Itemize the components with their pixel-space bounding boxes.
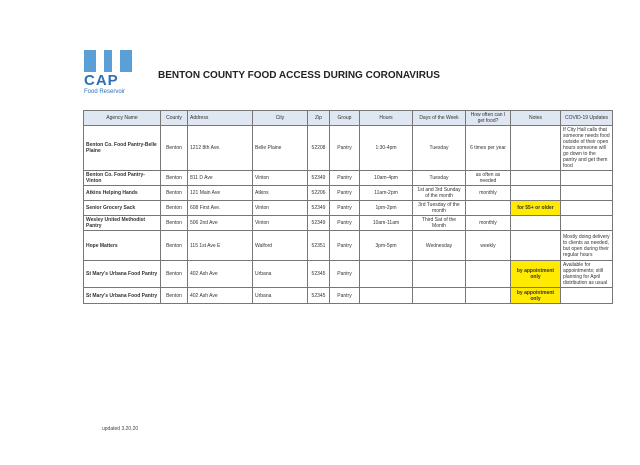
cell-county: Benton — [161, 186, 188, 201]
table-row — [84, 186, 613, 201]
cell-days — [413, 261, 466, 288]
cell-zip: 52345 — [308, 288, 330, 304]
cell-days — [413, 288, 466, 304]
cell-days: Third Sat of the Month — [413, 216, 466, 231]
cell-hours: 3pm-5pm — [360, 231, 413, 261]
cell-group: Pantry — [330, 186, 360, 201]
table-row — [84, 261, 613, 288]
cell-group: Pantry — [330, 126, 360, 171]
cell-city: Vinton — [253, 171, 308, 186]
table-row — [84, 288, 613, 304]
table-row — [84, 171, 613, 186]
header-zip: Zip — [308, 111, 330, 126]
cell-covid-update — [561, 216, 613, 231]
food-access-table — [83, 110, 613, 304]
cell-zip: 52351 — [308, 231, 330, 261]
cell-notes — [511, 231, 561, 261]
cell-group: Pantry — [330, 288, 360, 304]
cell-days: 3rd Tuesday of the month — [413, 201, 466, 216]
cell-zip: 52349 — [308, 201, 330, 216]
cell-frequency: 6 times per year — [466, 126, 511, 171]
cell-agency: Atkins Helping Hands — [84, 186, 161, 201]
cell-covid-update — [561, 186, 613, 201]
cell-hours: 11am-2pm — [360, 186, 413, 201]
cell-agency: Hope Matters — [84, 231, 161, 261]
table-row — [84, 216, 613, 231]
cell-zip: 52208 — [308, 126, 330, 171]
table-row — [84, 126, 613, 171]
header-group: Group — [330, 111, 360, 126]
cell-covid-update: Mostly doing delivery to clients as needed, but open during their regular hours — [561, 231, 613, 261]
cell-address: 608 First Ave. — [188, 201, 253, 216]
cell-group: Pantry — [330, 171, 360, 186]
cell-agency: Senior Grocery Sack — [84, 201, 161, 216]
cell-agency: Wesley United Methodist Pantry — [84, 216, 161, 231]
cell-covid-update — [561, 171, 613, 186]
cell-zip: 52345 — [308, 261, 330, 288]
header-county: County — [161, 111, 188, 126]
cell-frequency — [466, 288, 511, 304]
cell-county: Benton — [161, 171, 188, 186]
cell-hours — [360, 288, 413, 304]
cell-address: 121 Main Ave — [188, 186, 253, 201]
cell-frequency: monthly — [466, 186, 511, 201]
cell-covid-update — [561, 288, 613, 304]
cell-county: Benton — [161, 261, 188, 288]
cell-county: Benton — [161, 231, 188, 261]
cell-agency: St Mary's Urbana Food Pantry — [84, 261, 161, 288]
cell-city: Walford — [253, 231, 308, 261]
cell-notes — [511, 171, 561, 186]
header-address: Address — [188, 111, 253, 126]
cell-covid-update — [561, 201, 613, 216]
hacap-logo — [84, 50, 132, 96]
header-days: Days of the Week — [413, 111, 466, 126]
cell-hours: 10am-4pm — [360, 171, 413, 186]
cell-city: Urbana — [253, 261, 308, 288]
cell-days: 1st and 3rd Sunday of the month — [413, 186, 466, 201]
cell-zip: 52206 — [308, 186, 330, 201]
cell-address: 506 2nd Ave — [188, 216, 253, 231]
cell-hours: 1pm-2pm — [360, 201, 413, 216]
cell-city: Urbana — [253, 288, 308, 304]
header-notes: Notes — [511, 111, 561, 126]
cell-hours: 1:30-4pm — [360, 126, 413, 171]
cell-county: Benton — [161, 126, 188, 171]
cell-notes — [511, 126, 561, 171]
cell-county: Benton — [161, 201, 188, 216]
cell-notes: by appointment only — [511, 261, 561, 288]
cell-group: Pantry — [330, 261, 360, 288]
cell-county: Benton — [161, 216, 188, 231]
cell-city: Vinton — [253, 201, 308, 216]
cell-days: Wednesday — [413, 231, 466, 261]
header-agency-name: Agency Name — [84, 111, 161, 126]
table-row — [84, 231, 613, 261]
cell-frequency: weekly — [466, 231, 511, 261]
cell-address: 1212 8th Ave. — [188, 126, 253, 171]
cell-city: Atkins — [253, 186, 308, 201]
cell-city: Vinton — [253, 216, 308, 231]
cell-group: Pantry — [330, 231, 360, 261]
cell-notes: by appointment only — [511, 288, 561, 304]
table-header-row — [84, 111, 613, 126]
cell-address: 402 Ash Ave — [188, 261, 253, 288]
cell-agency: Benton Co. Food Pantry-Vinton — [84, 171, 161, 186]
cell-notes — [511, 216, 561, 231]
logo-subtitle: Food Reservoir — [84, 89, 126, 95]
cell-hours — [360, 261, 413, 288]
cell-frequency: as often as needed — [466, 171, 511, 186]
cell-frequency: monthly — [466, 216, 511, 231]
header-covid-updates: COVID-19 Updates — [561, 111, 613, 126]
cell-covid-update: Available for appointments; still planning for April distribution as usual — [561, 261, 613, 288]
cell-hours: 10am-11am — [360, 216, 413, 231]
page-title: BENTON COUNTY FOOD ACCESS DURING CORONAVIRUS — [158, 70, 440, 81]
cell-city: Belle Plaine — [253, 126, 308, 171]
cell-frequency — [466, 201, 511, 216]
logo-letters: CAP — [84, 72, 119, 89]
cell-group: Pantry — [330, 216, 360, 231]
cell-address: 811 D Ave — [188, 171, 253, 186]
updated-date: updated 3.20.20 — [102, 426, 139, 432]
cell-notes: for 55+ or older — [511, 201, 561, 216]
cell-address: 402 Ash Ave — [188, 288, 253, 304]
cell-agency: Benton Co. Food Pantry-Belle Plaine — [84, 126, 161, 171]
header-hours: Hours — [360, 111, 413, 126]
cell-group: Pantry — [330, 201, 360, 216]
cell-zip: 52349 — [308, 216, 330, 231]
cell-covid-update: If City Hall calls that someone needs food outside of their open hours someone will go down to the pantry and get them food — [561, 126, 613, 171]
table-row — [84, 201, 613, 216]
logo-mark — [84, 50, 132, 72]
cell-address: 115 1st Ave E — [188, 231, 253, 261]
cell-agency: St Mary's Urbana Food Pantry — [84, 288, 161, 304]
cell-zip: 52349 — [308, 171, 330, 186]
cell-frequency — [466, 261, 511, 288]
cell-days: Tuesday — [413, 126, 466, 171]
header-frequency: How often can I get food? — [466, 111, 511, 126]
cell-notes — [511, 186, 561, 201]
cell-county: Benton — [161, 288, 188, 304]
header-city: City — [253, 111, 308, 126]
cell-days: Tuesday — [413, 171, 466, 186]
